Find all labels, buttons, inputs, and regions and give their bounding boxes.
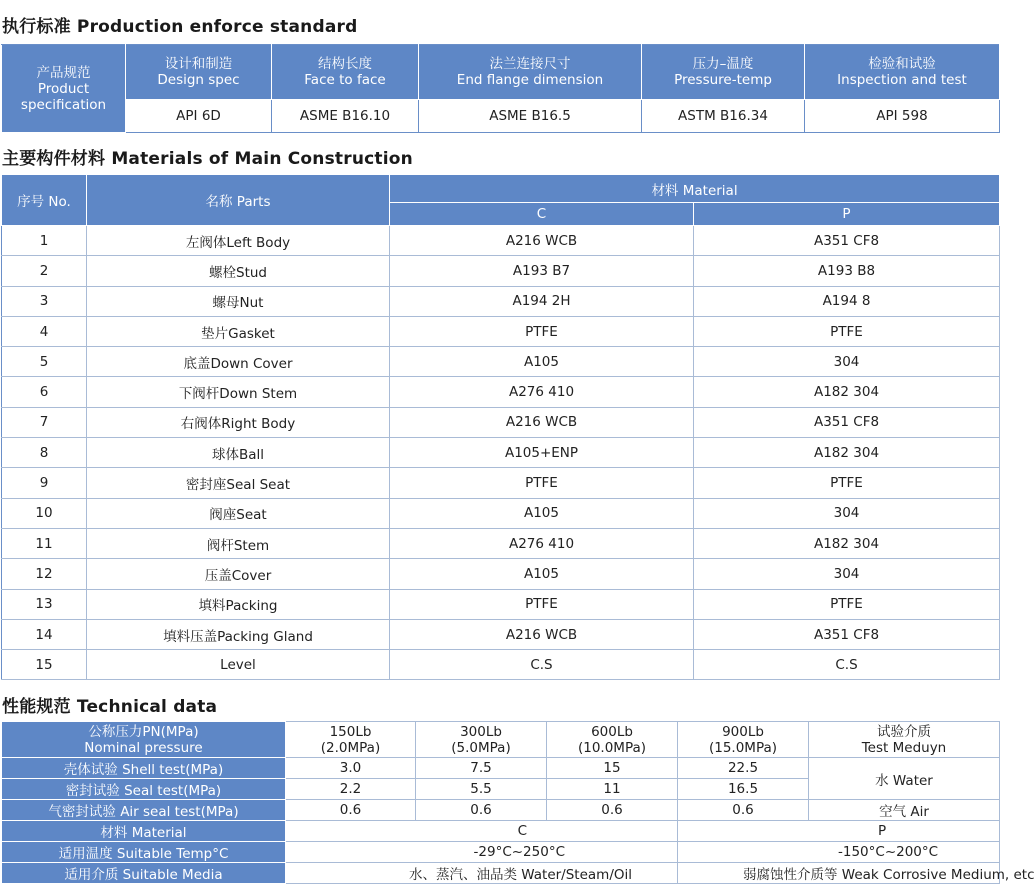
technical-table <box>1 721 1035 884</box>
air-medium: 空气 Air <box>809 800 1000 821</box>
row-material-c: PTFE <box>390 589 694 619</box>
air-seal-test-label: 气密封试验 Air seal test(MPa) <box>2 800 286 821</box>
section-title-standard: 执行标准 Production enforce standard <box>2 17 358 37</box>
row-material-c: A105 <box>390 347 694 377</box>
row-material-c: A105 <box>390 498 694 528</box>
row-material-c: A194 2H <box>390 286 694 316</box>
value-pressure-temp: ASTM B16.34 <box>642 100 805 133</box>
table-row <box>2 589 1000 619</box>
nominal-pressure-header: 公称压力PN(MPa) Nominal pressure <box>2 722 286 758</box>
row-material-p: PTFE <box>694 468 1000 498</box>
table-row <box>2 528 1000 558</box>
row-part: 阀座Seat <box>87 498 390 528</box>
header-parts: 名称 Parts <box>87 175 390 226</box>
row-material-c: PTFE <box>390 468 694 498</box>
row-part: 填料压盖Packing Gland <box>87 619 390 649</box>
row-part: 左阀体Left Body <box>87 226 390 256</box>
row-part: 螺母Nut <box>87 286 390 316</box>
air-seal-value: 0.6 <box>286 800 416 821</box>
table-row <box>2 498 1000 528</box>
table-row <box>2 468 1000 498</box>
row-material-c: A105+ENP <box>390 438 694 468</box>
row-material-p: PTFE <box>694 589 1000 619</box>
row-material-c: C.S <box>390 650 694 680</box>
row-part: 右阀体Right Body <box>87 407 390 437</box>
table-row <box>2 438 1000 468</box>
row-material-c: PTFE <box>390 316 694 346</box>
row-material-c: A193 B7 <box>390 256 694 286</box>
row-no: 3 <box>2 286 87 316</box>
header-material: 材料 Material <box>390 175 1000 203</box>
water-medium: 水 Water <box>809 758 1000 800</box>
table-row <box>2 619 1000 649</box>
air-seal-value: 0.6 <box>547 800 678 821</box>
row-no: 1 <box>2 226 87 256</box>
row-part: Level <box>87 650 390 680</box>
row-material-p: PTFE <box>694 316 1000 346</box>
header-c: C <box>390 203 694 226</box>
row-part: 垫片Gasket <box>87 316 390 346</box>
row-material-p: 304 <box>694 559 1000 589</box>
row-material-p: A351 CF8 <box>694 619 1000 649</box>
header-p: P <box>694 203 1000 226</box>
row-material-c: A216 WCB <box>390 226 694 256</box>
air-seal-value: 0.6 <box>678 800 809 821</box>
row-material-p: A182 304 <box>694 438 1000 468</box>
row-no: 7 <box>2 407 87 437</box>
row-material-p: A182 304 <box>694 377 1000 407</box>
row-part: 填料Packing <box>87 589 390 619</box>
row-material-p: A194 8 <box>694 286 1000 316</box>
standard-table <box>1 44 1000 133</box>
row-material-p: 304 <box>694 347 1000 377</box>
header-design-spec: 设计和制造 Design spec <box>126 45 272 100</box>
row-no: 14 <box>2 619 87 649</box>
row-material-p: 304 <box>694 498 1000 528</box>
material-c: C <box>286 821 678 842</box>
value-face-to-face: ASME B16.10 <box>272 100 419 133</box>
table-row <box>2 377 1000 407</box>
row-no: 4 <box>2 316 87 346</box>
row-no: 8 <box>2 438 87 468</box>
row-material-p: A182 304 <box>694 528 1000 558</box>
row-no: 9 <box>2 468 87 498</box>
row-no: 11 <box>2 528 87 558</box>
row-material-p: A351 CF8 <box>694 407 1000 437</box>
row-material-c: A276 410 <box>390 377 694 407</box>
class-300: 300Lb (5.0MPa) <box>416 722 547 758</box>
value-design-spec: API 6D <box>126 100 272 133</box>
header-face-to-face: 结构长度 Face to face <box>272 45 419 100</box>
shell-value: 15 <box>547 758 678 779</box>
temp-p: -150°C~200°C <box>678 842 1000 863</box>
table-row <box>2 559 1000 589</box>
shell-value: 3.0 <box>286 758 416 779</box>
header-inspection: 检验和试验 Inspection and test <box>805 45 1000 100</box>
row-material-c: A276 410 <box>390 528 694 558</box>
row-part: 球体Ball <box>87 438 390 468</box>
class-150: 150Lb (2.0MPa) <box>286 722 416 758</box>
seal-value: 5.5 <box>416 779 547 800</box>
row-no: 5 <box>2 347 87 377</box>
shell-test-label: 壳体试验 Shell test(MPa) <box>2 758 286 779</box>
shell-value: 7.5 <box>416 758 547 779</box>
row-part: 密封座Seal Seat <box>87 468 390 498</box>
header-pressure-temp: 压力–温度 Pressure-temp <box>642 45 805 100</box>
row-material-c: A216 WCB <box>390 619 694 649</box>
materials-table <box>1 174 1000 680</box>
row-material-c: A105 <box>390 559 694 589</box>
row-no: 15 <box>2 650 87 680</box>
temp-label: 适用温度 Suitable Temp°C <box>2 842 286 863</box>
table-row <box>2 226 1000 256</box>
air-seal-value: 0.6 <box>416 800 547 821</box>
media-c: 水、蒸汽、油品类 Water/Steam/Oil <box>286 863 678 884</box>
seal-value: 16.5 <box>678 779 809 800</box>
row-part: 螺栓Stud <box>87 256 390 286</box>
class-600: 600Lb (10.0MPa) <box>547 722 678 758</box>
test-medium-header: 试验介质 Test Meduyn <box>809 722 1000 758</box>
row-material-p: C.S <box>694 650 1000 680</box>
seal-value: 2.2 <box>286 779 416 800</box>
row-part: 阀杆Stem <box>87 528 390 558</box>
table-row <box>2 347 1000 377</box>
row-part: 底盖Down Cover <box>87 347 390 377</box>
shell-value: 22.5 <box>678 758 809 779</box>
row-part: 压盖Cover <box>87 559 390 589</box>
material-label: 材料 Material <box>2 821 286 842</box>
row-no: 10 <box>2 498 87 528</box>
row-material-p: A193 B8 <box>694 256 1000 286</box>
row-no: 12 <box>2 559 87 589</box>
value-end-flange: ASME B16.5 <box>419 100 642 133</box>
temp-c: -29°C~250°C <box>286 842 678 863</box>
table-row <box>2 286 1000 316</box>
table-row <box>2 256 1000 286</box>
media-p: 弱腐蚀性介质等 Weak Corrosive Medium, etc <box>678 863 1000 884</box>
table-row <box>2 316 1000 346</box>
product-spec-header: 产品规范 Product specification <box>2 45 126 133</box>
value-inspection: API 598 <box>805 100 1000 133</box>
material-p: P <box>678 821 1000 842</box>
row-part: 下阀杆Down Stem <box>87 377 390 407</box>
header-end-flange: 法兰连接尺寸 End flange dimension <box>419 45 642 100</box>
media-label: 适用介质 Suitable Media <box>2 863 286 884</box>
seal-value: 11 <box>547 779 678 800</box>
class-900: 900Lb (15.0MPa) <box>678 722 809 758</box>
row-no: 2 <box>2 256 87 286</box>
seal-test-label: 密封试验 Seal test(MPa) <box>2 779 286 800</box>
row-material-p: A351 CF8 <box>694 226 1000 256</box>
table-row <box>2 650 1000 680</box>
row-no: 13 <box>2 589 87 619</box>
section-title-technical: 性能规范 Technical data <box>2 697 218 717</box>
row-material-c: A216 WCB <box>390 407 694 437</box>
section-title-materials: 主要构件材料 Materials of Main Construction <box>2 149 413 169</box>
header-no: 序号 No. <box>2 175 87 226</box>
row-no: 6 <box>2 377 87 407</box>
table-row <box>2 407 1000 437</box>
